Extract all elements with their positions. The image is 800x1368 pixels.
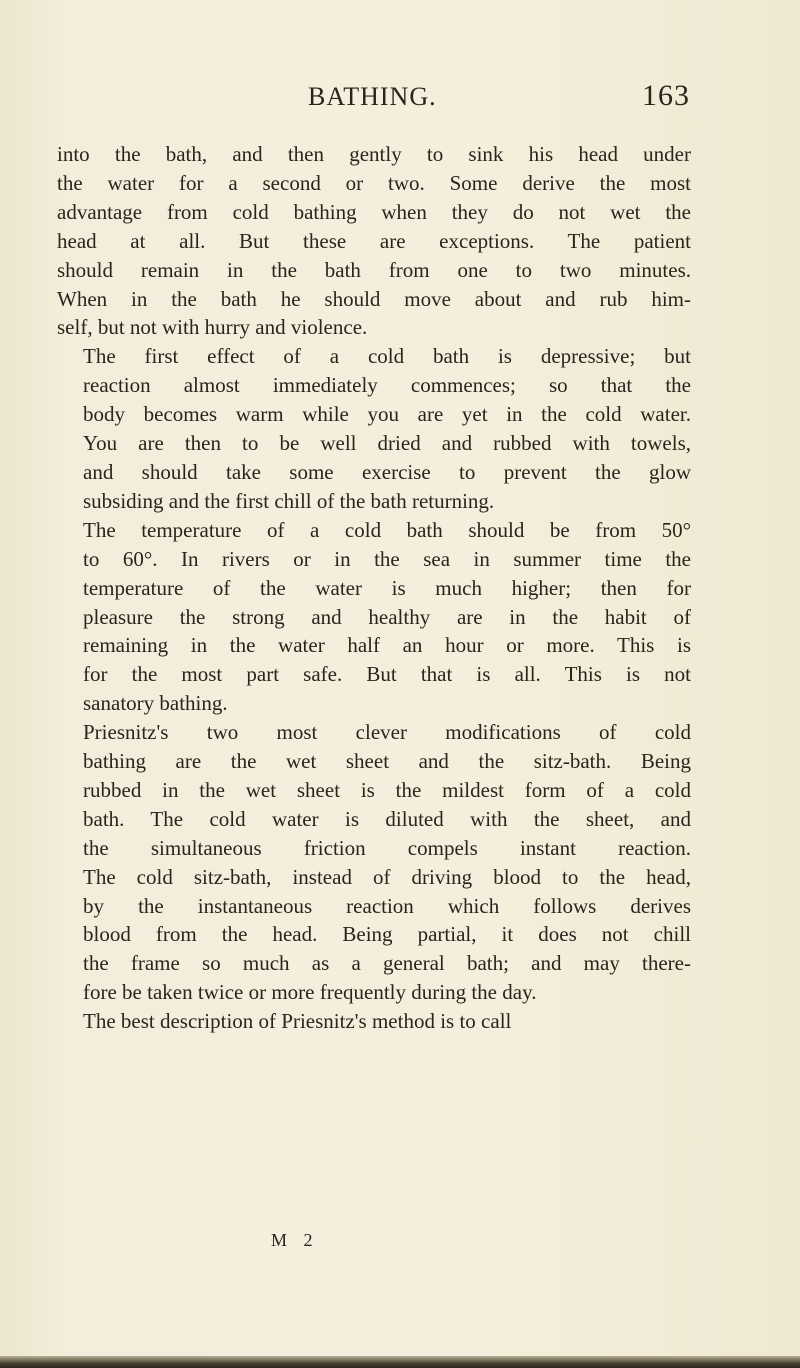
text-line: to 60°. In rivers or in the sea in summer time the — [83, 546, 691, 571]
body-text — [57, 140, 691, 1036]
text-line: When in the bath he should move about and rub him- — [57, 286, 691, 311]
text-line: Priesnitz's two most clever modifications of cold — [83, 720, 691, 745]
paragraph — [57, 516, 691, 718]
text-line: fore be taken twice or more frequently during the day. — [83, 980, 537, 1005]
text-line: The cold sitz-bath, instead of driving blood to the head, — [83, 864, 691, 889]
text-line: and should take some exercise to prevent the glow — [83, 459, 691, 484]
text-line: advantage from cold bathing when they do not wet the — [57, 199, 691, 224]
paragraph — [57, 342, 691, 515]
text-line: the simultaneous friction compels instant reaction. — [83, 835, 691, 860]
text-line: head at all. But these are exceptions. The patient — [57, 228, 691, 253]
page-bottom-edge — [0, 1356, 800, 1368]
text-line: into the bath, and then gently to sink his head under — [57, 142, 691, 166]
text-line: You are then to be well dried and rubbed with towels, — [83, 431, 691, 456]
paragraph — [57, 718, 691, 1007]
text-line: bathing are the wet sheet and the sitz-bath. Being — [83, 749, 691, 774]
text-line: The temperature of a cold bath should be from 50° — [83, 517, 691, 542]
text-line: body becomes warm while you are yet in the cold water. — [83, 402, 691, 427]
text-line: sanatory bathing. — [83, 691, 228, 716]
signature-mark: M 2 — [271, 1230, 319, 1250]
text-line: pleasure the strong and healthy are in the habit of — [83, 604, 691, 629]
paragraph — [57, 140, 691, 342]
paragraph — [57, 1007, 691, 1036]
text-line: subsiding and the first chill of the bath returning. — [83, 488, 495, 513]
text-line: The first effect of a cold bath is depressive; but — [83, 344, 691, 369]
text-line: the frame so much as a general bath; and may there- — [83, 951, 691, 976]
running-head — [300, 79, 690, 122]
text-line: self, but not with hurry and violence. — [57, 315, 368, 340]
text-line: the water for a second or two. Some derive the most — [57, 170, 691, 195]
text-line: bath. The cold water is diluted with the sheet, and — [83, 806, 691, 831]
text-line: for the most part safe. But that is all. This is not — [83, 662, 691, 687]
page-number: 163 — [642, 79, 690, 112]
text-line: should remain in the bath from one to two minutes. — [57, 257, 691, 282]
text-line: blood from the head. Being partial, it does not chill — [83, 922, 691, 947]
text-line: by the instantaneous reaction which follows derives — [83, 893, 691, 918]
text-line: temperature of the water is much higher; then for — [83, 575, 691, 600]
text-line: remaining in the water half an hour or more. This is — [83, 633, 691, 658]
running-title: BATHING. — [308, 82, 437, 111]
text-line: The best description of Priesnitz's method is to call — [83, 1009, 512, 1034]
text-line: rubbed in the wet sheet is the mildest form of a cold — [83, 777, 691, 802]
text-line: reaction almost immediately commences; so that the — [83, 373, 691, 398]
